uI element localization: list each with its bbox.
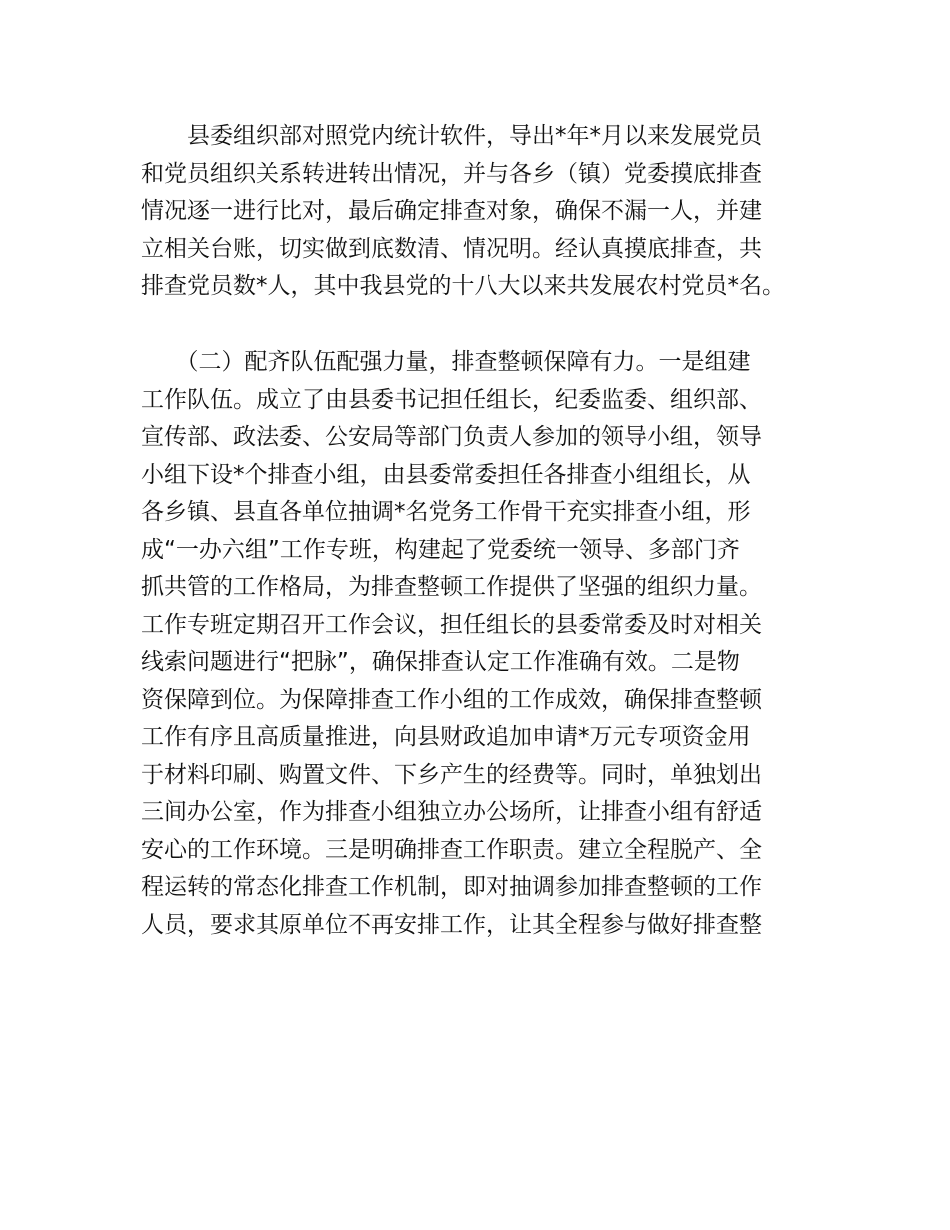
paragraph-line: 成“一办六组”工作专班，构建起了党委统一领导、多部门齐 [141, 536, 740, 563]
paragraph-line: 于材料印刷、购置文件、下乡产生的经费等。同时，单独划出 [141, 761, 762, 788]
paragraph-line: 三间办公室，作为排查小组独立办公场所，让排查小组有舒适 [141, 799, 762, 825]
paragraph-line: 和党员组织关系转进转出情况，并与各乡（镇）党委摸底排查 [141, 160, 762, 187]
paragraph-line: 抓共管的工作格局，为排查整顿工作提供了坚强的组织力量。 [141, 574, 762, 600]
paragraph-line: 情况逐一进行比对，最后确定排查对象，确保不漏一人，并建 [141, 198, 762, 224]
paragraph-2 [141, 344, 831, 944]
paragraph-1 [141, 118, 831, 306]
paragraph-line: 县委组织部对照党内统计软件，导出*年*月以来发展党员 [141, 123, 762, 149]
paragraph-line: 各乡镇、县直各单位抽调*名党务工作骨干充实排查小组，形 [141, 499, 751, 525]
paragraph-line: 安心的工作环境。三是明确排查工作职责。建立全程脱产、全 [141, 836, 762, 863]
paragraph-line: 工作队伍。成立了由县委书记担任组长，纪委监委、组织部、 [141, 386, 762, 413]
paragraph-line: 小组下设*个排查小组，由县委常委担任各排查小组组长，从 [141, 461, 751, 488]
paragraph-line: 程运转的常态化排查工作机制，即对抽调参加排查整顿的工作 [141, 874, 762, 900]
paragraph-line: 排查党员数*人，其中我县党的十八大以来共发展农村党员*名。 [141, 273, 785, 299]
paragraph-line: 人员，要求其原单位不再安排工作，让其全程参与做好排查整 [141, 911, 762, 938]
paragraph-line: 工作有序且高质量推进，向县财政追加申请*万元专项资金用 [141, 724, 751, 750]
paragraph-line: （二）配齐队伍配强力量，排查整顿保障有力。一是组建 [141, 349, 751, 375]
paragraph-line: 资保障到位。为保障排查工作小组的工作成效，确保排查整顿 [141, 686, 762, 713]
paragraph-line: 线索问题进行“把脉”，确保排查认定工作准确有效。二是物 [141, 649, 740, 675]
paragraph-line: 立相关台账，切实做到底数清、情况明。经认真摸底排查，共 [141, 235, 762, 262]
paragraph-line: 宣传部、政法委、公安局等部门负责人参加的领导小组，领导 [141, 424, 762, 450]
paragraph-line: 工作专班定期召开工作会议，担任组长的县委常委及时对相关 [141, 611, 762, 638]
